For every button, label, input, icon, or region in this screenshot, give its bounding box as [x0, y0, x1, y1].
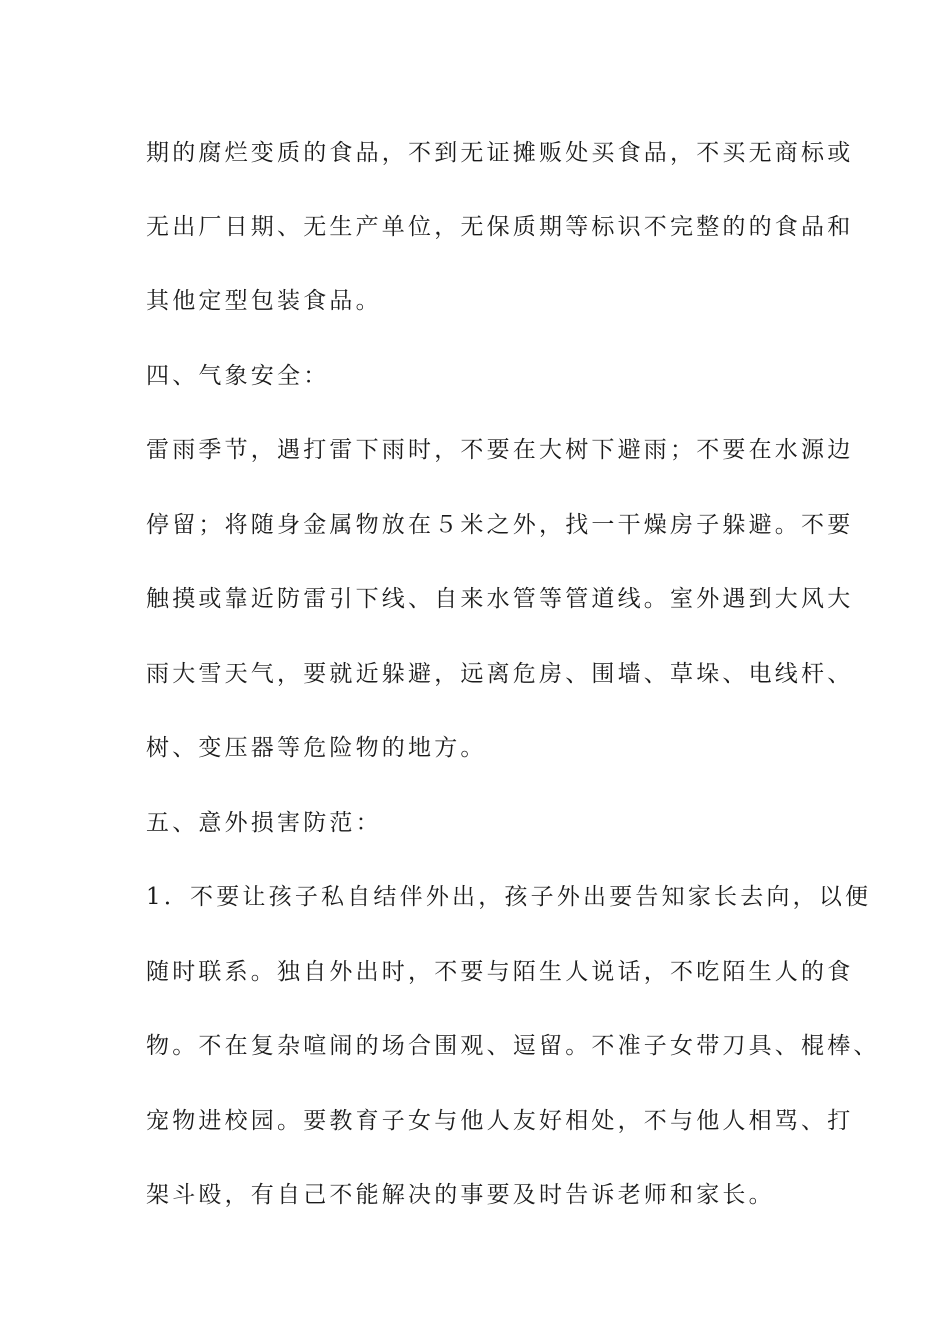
- paragraph-line: 停留；将随身金属物放在５米之外，找一干燥房子躲避。不要: [146, 512, 854, 538]
- section-heading: 四、气象安全：: [146, 363, 330, 389]
- paragraph-line: 雷雨季节，遇打雷下雨时，不要在大树下避雨；不要在水源边: [146, 437, 854, 463]
- section-heading: 五、意外损害防范：: [146, 810, 382, 836]
- paragraph-line: 架斗殴，有自己不能解决的事要及时告诉老师和家长。: [146, 1182, 775, 1208]
- paragraph-line: 物。不在复杂喧闹的场合围观、逗留。不准子女带刀具、棍棒、: [146, 1033, 880, 1059]
- paragraph-line: 触摸或靠近防雷引下线、自来水管等管道线。室外遇到大风大: [146, 586, 854, 612]
- paragraph-line: 1．不要让孩子私自结伴外出，孩子外出要告知家长去向，以便: [146, 884, 872, 910]
- paragraph-line: 宠物进校园。要教育子女与他人友好相处，不与他人相骂、打: [146, 1108, 854, 1134]
- paragraph-line: 雨大雪天气，要就近躲避，远离危房、围墙、草垛、电线杆、: [146, 661, 854, 687]
- paragraph-line: 树、变压器等危险物的地方。: [146, 735, 487, 761]
- paragraph-line: 随时联系。独自外出时，不要与陌生人说话，不吃陌生人的食: [146, 959, 854, 985]
- paragraph-line: 期的腐烂变质的食品，不到无证摊贩处买食品，不买无商标或: [146, 140, 854, 166]
- paragraph-line: 无出厂日期、无生产单位，无保质期等标识不完整的的食品和: [146, 214, 854, 240]
- paragraph-line: 其他定型包装食品。: [146, 288, 382, 314]
